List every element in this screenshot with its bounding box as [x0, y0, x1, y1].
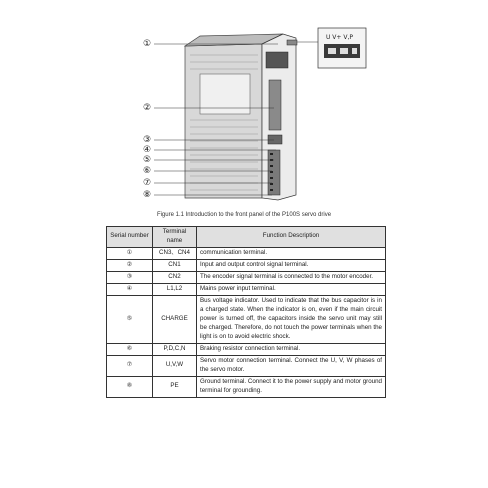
description-cell: Braking resistor connection terminal. [197, 343, 386, 355]
serial-cell: ④ [107, 283, 153, 295]
table-row [107, 376, 386, 397]
callout-4: ④ [143, 145, 152, 155]
serial-cell: ⑦ [107, 355, 153, 376]
terminal-cell: PE [153, 376, 197, 397]
serial-cell: ③ [107, 271, 153, 283]
callout-5: ⑤ [143, 155, 152, 165]
terminal-cell: CN2 [153, 271, 197, 283]
terminal-cell: CN1 [153, 259, 197, 271]
serial-cell: ① [107, 247, 153, 259]
table-header-row [107, 227, 386, 248]
description-cell: Servo motor connection terminal. Connect the U, V, W phases of the servo motor. [197, 355, 386, 376]
terminal-cell: L1,L2 [153, 283, 197, 295]
table-row [107, 355, 386, 376]
terminal-cell: U,V,W [153, 355, 197, 376]
header-terminal-name: Terminal name [153, 227, 197, 248]
figure-caption: Figure 1.1 Introduction to the front panel of the P100S servo drive [156, 212, 332, 218]
serial-cell: ⑧ [107, 376, 153, 397]
header-serial-number: Serial number [107, 227, 153, 248]
table-row [107, 247, 386, 259]
description-cell: communication terminal. [197, 247, 386, 259]
header-function-description: Function Description [197, 227, 386, 248]
serial-cell: ② [107, 259, 153, 271]
description-cell: Mains power input terminal. [197, 283, 386, 295]
table-row [107, 283, 386, 295]
callout-1: ① [143, 39, 152, 49]
callout-2: ② [143, 103, 152, 113]
table-row [107, 271, 386, 283]
callout-3: ③ [143, 135, 152, 145]
inset-pin-labels: U V+ V,P [326, 34, 353, 41]
description-cell: Ground terminal. Connect it to the power supply and motor ground terminal for grounding. [197, 376, 386, 397]
callout-8: ⑧ [143, 190, 152, 200]
terminal-table [106, 226, 386, 398]
table-row [107, 259, 386, 271]
description-cell: Bus voltage indicator. Used to indicate that the bus capacitor is in a charged state. When the indicator is on, even if the main circuit power is turned off, the capacitors inside the servo unit may still be charged. Therefore, do not touch the power terminals when the light is on to avoid electric shock. [197, 295, 386, 343]
serial-cell: ⑥ [107, 343, 153, 355]
callout-6: ⑥ [143, 166, 152, 176]
terminal-cell: CHARGE [153, 295, 197, 343]
serial-cell: ⑤ [107, 295, 153, 343]
description-cell: Input and output control signal terminal. [197, 259, 386, 271]
table-row [107, 295, 386, 343]
terminal-cell: CN3、CN4 [153, 247, 197, 259]
callout-7: ⑦ [143, 178, 152, 188]
table-row [107, 343, 386, 355]
terminal-cell: P,D,C,N [153, 343, 197, 355]
servo-drive-illustration [0, 0, 488, 215]
description-cell: The encoder signal terminal is connected to the motor encoder. [197, 271, 386, 283]
drive-figure [0, 0, 488, 215]
